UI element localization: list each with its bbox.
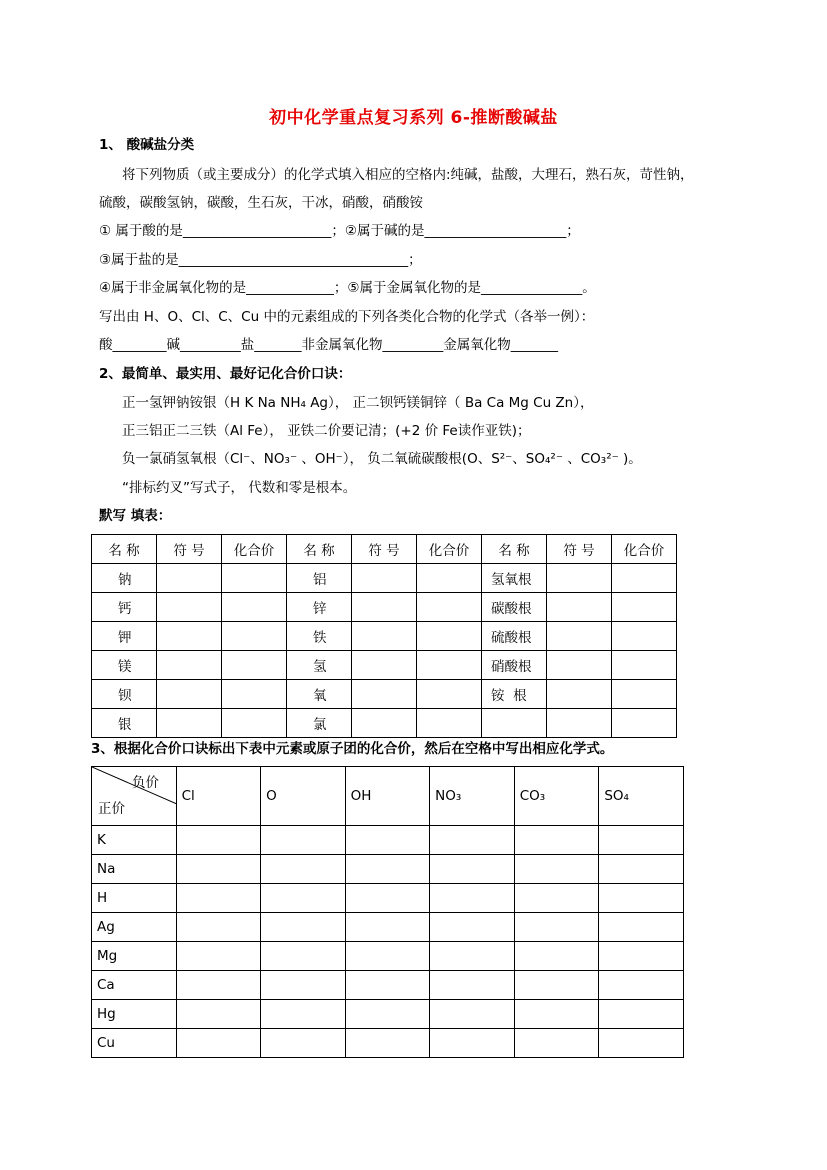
- element-symbol-table: [91, 534, 677, 738]
- blank-cell: [417, 564, 482, 593]
- element-name-cell: 钙: [92, 593, 157, 622]
- blank-cell: [430, 855, 515, 884]
- blank-cell: [222, 622, 287, 651]
- blank-cell: [352, 622, 417, 651]
- question-compounds-blanks: 酸________碱_________盐_______非金属氧化物_________金属氧化物_______: [99, 337, 558, 353]
- blank-cell: [417, 680, 482, 709]
- blank-cell: [176, 1029, 261, 1058]
- cation-label: Ca: [92, 971, 177, 1000]
- question-salt: ③属于盐的是__________________________________；: [99, 252, 422, 268]
- blank-cell: [514, 884, 599, 913]
- blank-cell: [222, 593, 287, 622]
- anion-header: Cl: [176, 767, 261, 826]
- header-name: 名 称: [92, 535, 157, 564]
- blank-cell: [514, 1000, 599, 1029]
- cation-label: K: [92, 826, 177, 855]
- element-name-cell: 钡: [92, 680, 157, 709]
- page-title: 初中化学重点复习系列 6-推断酸碱盐: [269, 108, 558, 128]
- blank-cell: [176, 855, 261, 884]
- blank-cell: [261, 913, 345, 942]
- anion-header: CO₃: [514, 767, 599, 826]
- table-row: [92, 971, 684, 1000]
- header-valence: 化合价: [612, 535, 677, 564]
- blank-cell: [547, 593, 612, 622]
- element-name-cell: 银: [92, 709, 157, 738]
- blank-cell: [599, 913, 684, 942]
- blank-cell: [176, 942, 261, 971]
- blank-cell: [417, 622, 482, 651]
- cation-label: Hg: [92, 1000, 177, 1029]
- element-name-cell: 锌: [287, 593, 352, 622]
- blank-cell: [261, 826, 345, 855]
- anion-header: OH: [345, 767, 430, 826]
- section1-intro-line2: 硫酸，碳酸氢钠，碳酸，生石灰，干冰，硝酸，硝酸铵: [99, 195, 423, 211]
- blank-cell: [176, 826, 261, 855]
- blank-cell: [176, 884, 261, 913]
- table-row: [92, 1029, 684, 1058]
- blank-cell: [345, 1000, 430, 1029]
- blank-cell: [599, 1029, 684, 1058]
- cation-label: H: [92, 884, 177, 913]
- blank-cell: [157, 622, 222, 651]
- table-row: [92, 855, 684, 884]
- table-row: [92, 622, 677, 651]
- valence-formula-table: [91, 766, 684, 1058]
- element-name-cell: 镁: [92, 651, 157, 680]
- blank-cell: [345, 942, 430, 971]
- blank-cell: [222, 564, 287, 593]
- blank-cell: [599, 826, 684, 855]
- blank-cell: [599, 884, 684, 913]
- radical-name-cell: 碳酸根: [482, 593, 547, 622]
- radical-name-cell: 铵 根: [482, 680, 547, 709]
- table-row: [92, 709, 677, 738]
- element-name-cell: 氢: [287, 651, 352, 680]
- blank-cell: [547, 651, 612, 680]
- header-name: 名 称: [287, 535, 352, 564]
- radical-name-cell: 硝酸根: [482, 651, 547, 680]
- blank-cell: [352, 564, 417, 593]
- negative-valence-label: 负价: [132, 775, 159, 791]
- blank-cell: [345, 855, 430, 884]
- question-oxides: ④属于非金属氧化物的是_____________；⑤属于金属氧化物的是_______________。: [99, 280, 596, 296]
- table-row: [92, 884, 684, 913]
- blank-cell: [612, 593, 677, 622]
- blank-cell: [599, 971, 684, 1000]
- valence-rhyme-line4: “排标约叉”写式子， 代数和零是根本。: [122, 480, 357, 496]
- blank-cell: [599, 855, 684, 884]
- corner-diagonal-cell: [92, 767, 177, 826]
- blank-cell: [352, 651, 417, 680]
- blank-cell: [261, 1000, 345, 1029]
- blank-cell: [430, 1029, 515, 1058]
- header-name: 名 称: [482, 535, 547, 564]
- element-name-cell: 铁: [287, 622, 352, 651]
- blank-cell: [547, 680, 612, 709]
- blank-cell: [599, 1000, 684, 1029]
- section1-heading: 1、 酸碱盐分类: [99, 137, 195, 153]
- blank-cell: [430, 913, 515, 942]
- blank-cell: [417, 709, 482, 738]
- blank-cell: [612, 651, 677, 680]
- element-name-cell: 氯: [287, 709, 352, 738]
- blank-cell: [547, 564, 612, 593]
- blank-cell: [261, 942, 345, 971]
- blank-cell: [157, 593, 222, 622]
- radical-name-cell: 氢氧根: [482, 564, 547, 593]
- blank-cell: [345, 884, 430, 913]
- header-symbol: 符 号: [547, 535, 612, 564]
- table-row: [92, 564, 677, 593]
- blank-cell: [612, 680, 677, 709]
- anion-header: NO₃: [430, 767, 515, 826]
- table-row: [92, 680, 677, 709]
- table-header-row: [92, 767, 684, 826]
- blank-cell: [176, 913, 261, 942]
- blank-cell: [345, 913, 430, 942]
- blank-cell: [352, 709, 417, 738]
- element-name-cell: 氧: [287, 680, 352, 709]
- blank-cell: [430, 826, 515, 855]
- blank-cell: [547, 709, 612, 738]
- blank-cell: [612, 622, 677, 651]
- table-header-row: [92, 535, 677, 564]
- cation-label: Mg: [92, 942, 177, 971]
- blank-cell: [261, 1029, 345, 1058]
- blank-cell: [352, 593, 417, 622]
- anion-header: O: [261, 767, 345, 826]
- valence-rhyme-line2: 正三铝正二三铁（Al Fe）， 亚铁二价要记清；(+2 价 Fe读作亚铁)；: [122, 423, 531, 439]
- header-valence: 化合价: [417, 535, 482, 564]
- question-acid-base: ① 属于酸的是______________________；②属于碱的是_____________________；: [99, 223, 580, 239]
- table-row: [92, 593, 677, 622]
- blank-cell: [514, 855, 599, 884]
- section2-heading: 2、最简单、最实用、最好记化合价口诀：: [99, 366, 352, 382]
- blank-cell: [352, 680, 417, 709]
- header-valence: 化合价: [222, 535, 287, 564]
- section3-heading: 3、根据化合价口诀标出下表中元素或原子团的化合价，然后在空格中写出相应化学式。: [91, 741, 614, 757]
- blank-cell: [157, 680, 222, 709]
- section1-intro-line1: 将下列物质（或主要成分）的化学式填入相应的空格内:纯碱，盐酸，大理石，熟石灰，苛性钠，: [122, 167, 694, 183]
- positive-valence-label: 正价: [98, 801, 125, 817]
- blank-cell: [345, 1029, 430, 1058]
- valence-rhyme-line3: 负一氯硝氢氧根（Cl⁻、NO₃⁻ 、OH⁻）， 负二氧硫碳酸根(O、S²⁻、SO₄²⁻ 、CO₃²⁻ )。: [122, 451, 642, 467]
- blank-cell: [157, 709, 222, 738]
- table-row: [92, 651, 677, 680]
- blank-cell: [176, 1000, 261, 1029]
- element-name-cell: 钠: [92, 564, 157, 593]
- blank-cell: [430, 971, 515, 1000]
- blank-cell: [261, 884, 345, 913]
- cation-label: Na: [92, 855, 177, 884]
- blank-cell: [514, 913, 599, 942]
- blank-cell: [547, 622, 612, 651]
- blank-cell: [599, 942, 684, 971]
- anion-header: SO₄: [599, 767, 684, 826]
- table-row: [92, 1000, 684, 1029]
- blank-cell: [222, 680, 287, 709]
- blank-cell: [176, 971, 261, 1000]
- element-name-cell: 钾: [92, 622, 157, 651]
- element-name-cell: 铝: [287, 564, 352, 593]
- blank-cell: [430, 942, 515, 971]
- blank-cell: [430, 884, 515, 913]
- blank-cell: [222, 651, 287, 680]
- table-row: [92, 942, 684, 971]
- header-symbol: 符 号: [157, 535, 222, 564]
- blank-cell: [261, 971, 345, 1000]
- blank-cell: [261, 855, 345, 884]
- table-row: [92, 913, 684, 942]
- valence-rhyme-line1: 正一氢钾钠铵银（H K Na NH₄ Ag）， 正二钡钙镁铜锌（ Ba Ca Mg Cu Zn），: [122, 395, 594, 411]
- blank-cell: [157, 651, 222, 680]
- blank-cell: [417, 651, 482, 680]
- blank-cell: [514, 826, 599, 855]
- blank-cell: [612, 709, 677, 738]
- blank-cell: [514, 971, 599, 1000]
- blank-cell: [514, 1029, 599, 1058]
- blank-cell: [417, 593, 482, 622]
- header-symbol: 符 号: [352, 535, 417, 564]
- radical-name-cell: 硫酸根: [482, 622, 547, 651]
- cation-label: Ag: [92, 913, 177, 942]
- blank-cell: [345, 826, 430, 855]
- table-row: [92, 826, 684, 855]
- blank-cell: [222, 709, 287, 738]
- blank-cell: [430, 1000, 515, 1029]
- fill-table-heading: 默写 填表：: [99, 508, 172, 524]
- question-compounds-instruction: 写出由 H、O、Cl、C、Cu 中的元素组成的下列各类化合物的化学式（各举一例）：: [99, 309, 595, 325]
- blank-cell: [157, 564, 222, 593]
- blank-cell: [482, 709, 547, 738]
- blank-cell: [514, 942, 599, 971]
- blank-cell: [612, 564, 677, 593]
- blank-cell: [345, 971, 430, 1000]
- cation-label: Cu: [92, 1029, 177, 1058]
